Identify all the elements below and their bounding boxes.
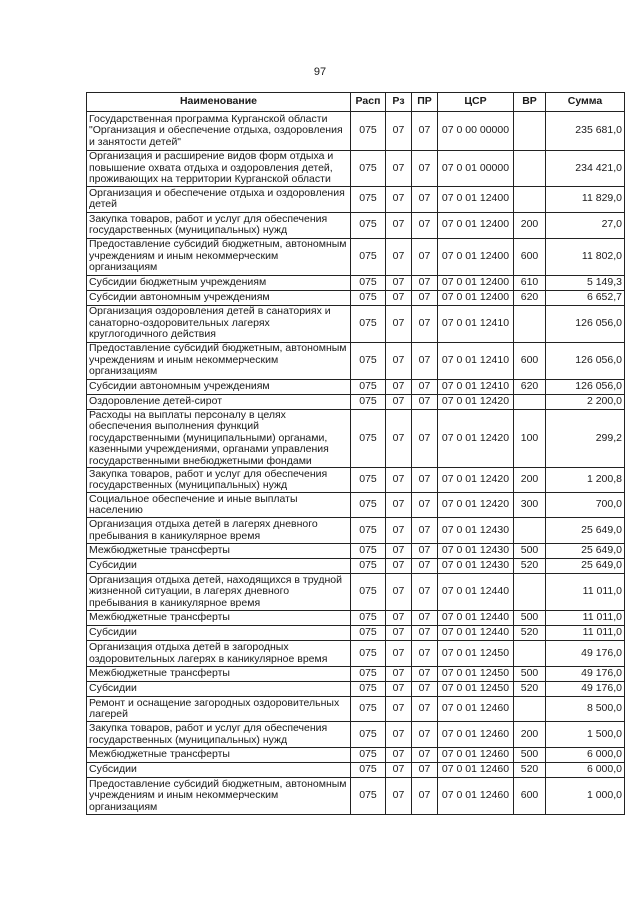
page-number: 97 [313,66,327,78]
row-pr: 07 [412,574,438,611]
row-pr: 07 [412,626,438,641]
row-pr: 07 [412,697,438,722]
row-rasp: 075 [351,212,386,238]
table-row [87,275,625,290]
row-vr: 520 [514,559,546,574]
row-vr: 300 [514,493,546,518]
row-sum: 1 500,0 [546,722,625,748]
row-name: Организация и обеспечение отдыха и оздоровления детей [87,186,351,212]
table-row [87,667,625,682]
row-sum: 11 011,0 [546,626,625,641]
row-rz: 07 [386,763,412,778]
row-rz: 07 [386,394,412,409]
row-sum: 5 149,3 [546,275,625,290]
row-rz: 07 [386,559,412,574]
row-vr [514,112,546,151]
row-pr: 07 [412,748,438,763]
row-name: Закупка товаров, работ и услуг для обеспечения государственных (муниципальных) нужд [87,212,351,238]
row-pr: 07 [412,379,438,394]
row-rasp: 075 [351,151,386,187]
row-vr: 500 [514,667,546,682]
row-rz: 07 [386,748,412,763]
row-rz: 07 [386,212,412,238]
row-sum: 126 056,0 [546,342,625,379]
row-name: Организация и расширение видов форм отдыха и повышение охвата отдыха и оздоровления детей, проживающих на территории Курганской области [87,151,351,187]
row-rz: 07 [386,238,412,275]
row-csr: 07 0 01 12420 [438,468,514,493]
row-vr [514,574,546,611]
row-vr [514,518,546,544]
row-rz: 07 [386,722,412,748]
row-csr: 07 0 01 12430 [438,518,514,544]
row-rz: 07 [386,186,412,212]
table-row [87,626,625,641]
row-vr [514,641,546,667]
row-pr: 07 [412,682,438,697]
row-pr: 07 [412,238,438,275]
row-rasp: 075 [351,409,386,468]
row-sum: 235 681,0 [546,112,625,151]
row-csr: 07 0 01 12450 [438,682,514,697]
row-pr: 07 [412,611,438,626]
row-rasp: 075 [351,544,386,559]
row-sum: 2 200,0 [546,394,625,409]
row-pr: 07 [412,342,438,379]
row-csr: 07 0 01 12450 [438,641,514,667]
row-rz: 07 [386,468,412,493]
row-name: Организация оздоровления детей в санаториях и санаторно-оздоровительных лагерях круглогодичного действия [87,305,351,342]
row-vr [514,186,546,212]
row-csr: 07 0 01 12430 [438,559,514,574]
row-sum: 6 000,0 [546,748,625,763]
row-pr: 07 [412,493,438,518]
row-sum: 234 421,0 [546,151,625,187]
row-rasp: 075 [351,748,386,763]
row-rz: 07 [386,778,412,815]
header-name: Наименование [87,93,351,112]
table-row [87,611,625,626]
row-pr: 07 [412,112,438,151]
row-rasp: 075 [351,778,386,815]
row-name: Государственная программа Курганской области "Организация и обеспечение отдыха, оздоровления и занятости детей" [87,112,351,151]
row-rz: 07 [386,409,412,468]
row-vr: 600 [514,778,546,815]
row-rasp: 075 [351,574,386,611]
row-pr: 07 [412,778,438,815]
row-name: Социальное обеспечение и иные выплаты населению [87,493,351,518]
row-name: Ремонт и оснащение загородных оздоровительных лагерей [87,697,351,722]
row-rasp: 075 [351,290,386,305]
row-rasp: 075 [351,305,386,342]
row-name: Межбюджетные трансферты [87,611,351,626]
row-rz: 07 [386,697,412,722]
row-rasp: 075 [351,493,386,518]
row-vr: 600 [514,238,546,275]
row-rz: 07 [386,682,412,697]
row-vr [514,394,546,409]
row-sum: 126 056,0 [546,379,625,394]
row-rasp: 075 [351,275,386,290]
table-row [87,682,625,697]
row-pr: 07 [412,641,438,667]
row-csr: 07 0 01 12440 [438,611,514,626]
table-row [87,544,625,559]
table-row [87,305,625,342]
row-sum: 11 829,0 [546,186,625,212]
row-sum: 49 176,0 [546,667,625,682]
row-sum: 11 011,0 [546,611,625,626]
row-rasp: 075 [351,186,386,212]
row-vr: 200 [514,212,546,238]
row-pr: 07 [412,667,438,682]
row-name: Закупка товаров, работ и услуг для обеспечения государственных (муниципальных) нужд [87,722,351,748]
row-sum: 49 176,0 [546,641,625,667]
table-row [87,290,625,305]
row-rasp: 075 [351,112,386,151]
row-name: Субсидии автономным учреждениям [87,379,351,394]
row-csr: 07 0 01 12420 [438,394,514,409]
table-row [87,518,625,544]
row-csr: 07 0 01 12440 [438,626,514,641]
row-name: Организация отдыха детей, находящихся в трудной жизненной ситуации, в лагерях дневного пребывания в каникулярное время [87,574,351,611]
row-vr: 520 [514,682,546,697]
row-name: Субсидии [87,682,351,697]
row-csr: 07 0 01 12440 [438,574,514,611]
row-name: Расходы на выплаты персоналу в целях обеспечения выполнения функций государственными (муниципальными) органами, казенными учреждениями, органами управления государственными внебюджетными фондами [87,409,351,468]
row-vr [514,697,546,722]
header-rasp: Расп [351,93,386,112]
row-sum: 6 652,7 [546,290,625,305]
row-sum: 11 802,0 [546,238,625,275]
row-sum: 25 649,0 [546,559,625,574]
row-pr: 07 [412,305,438,342]
row-rz: 07 [386,518,412,544]
header-rz: Рз [386,93,412,112]
row-name: Оздоровление детей-сирот [87,394,351,409]
table-row [87,379,625,394]
row-rz: 07 [386,574,412,611]
row-name: Субсидии автономным учреждениям [87,290,351,305]
table-row [87,186,625,212]
row-rasp: 075 [351,394,386,409]
table-row [87,342,625,379]
row-vr: 200 [514,722,546,748]
table-row [87,409,625,468]
table-row [87,763,625,778]
row-csr: 07 0 01 12400 [438,290,514,305]
row-csr: 07 0 01 12450 [438,667,514,682]
table-row [87,238,625,275]
row-rasp: 075 [351,559,386,574]
row-pr: 07 [412,468,438,493]
row-name: Субсидии [87,559,351,574]
row-rasp: 075 [351,342,386,379]
row-csr: 07 0 01 12430 [438,544,514,559]
table-row [87,493,625,518]
row-pr: 07 [412,151,438,187]
row-name: Предоставление субсидий бюджетным, автономным учреждениям и иным некоммерческим организациям [87,778,351,815]
row-vr: 500 [514,611,546,626]
row-pr: 07 [412,518,438,544]
row-pr: 07 [412,290,438,305]
row-name: Субсидии [87,763,351,778]
row-vr [514,305,546,342]
row-csr: 07 0 01 12460 [438,763,514,778]
table-row [87,151,625,187]
header-vr: ВР [514,93,546,112]
row-rz: 07 [386,626,412,641]
header-pr: ПР [412,93,438,112]
row-rz: 07 [386,305,412,342]
row-csr: 07 0 01 12400 [438,186,514,212]
table-row [87,697,625,722]
row-sum: 49 176,0 [546,682,625,697]
row-rasp: 075 [351,641,386,667]
row-pr: 07 [412,559,438,574]
table-row [87,778,625,815]
row-name: Закупка товаров, работ и услуг для обеспечения государственных (муниципальных) нужд [87,468,351,493]
table-row [87,468,625,493]
row-rasp: 075 [351,611,386,626]
row-vr: 520 [514,626,546,641]
row-csr: 07 0 01 12420 [438,409,514,468]
row-pr: 07 [412,212,438,238]
row-rasp: 075 [351,518,386,544]
row-csr: 07 0 01 12410 [438,379,514,394]
row-vr: 500 [514,544,546,559]
row-rz: 07 [386,379,412,394]
row-csr: 07 0 00 00000 [438,112,514,151]
row-pr: 07 [412,544,438,559]
row-rz: 07 [386,493,412,518]
header-sum: Сумма [546,93,625,112]
table-row [87,722,625,748]
row-sum: 1 200,8 [546,468,625,493]
row-pr: 07 [412,722,438,748]
row-csr: 07 0 01 12460 [438,778,514,815]
row-rasp: 075 [351,468,386,493]
row-name: Организация отдыха детей в лагерях дневного пребывания в каникулярное время [87,518,351,544]
row-rasp: 075 [351,697,386,722]
table-row [87,641,625,667]
row-name: Субсидии бюджетным учреждениям [87,275,351,290]
table-row [87,748,625,763]
row-rasp: 075 [351,626,386,641]
row-csr: 07 0 01 12400 [438,275,514,290]
row-pr: 07 [412,186,438,212]
row-rz: 07 [386,290,412,305]
row-name: Межбюджетные трансферты [87,544,351,559]
row-rz: 07 [386,641,412,667]
table-header-row [87,93,625,112]
table-row [87,559,625,574]
row-sum: 25 649,0 [546,544,625,559]
row-name: Предоставление субсидий бюджетным, автономным учреждениям и иным некоммерческим организациям [87,238,351,275]
row-vr: 100 [514,409,546,468]
row-rz: 07 [386,611,412,626]
row-csr: 07 0 01 12410 [438,342,514,379]
row-pr: 07 [412,394,438,409]
row-pr: 07 [412,763,438,778]
row-rz: 07 [386,151,412,187]
row-name: Предоставление субсидий бюджетным, автономным учреждениям и иным некоммерческим организациям [87,342,351,379]
row-sum: 299,2 [546,409,625,468]
row-rz: 07 [386,544,412,559]
row-rasp: 075 [351,238,386,275]
row-csr: 07 0 01 12460 [438,722,514,748]
row-sum: 700,0 [546,493,625,518]
row-csr: 07 0 01 00000 [438,151,514,187]
row-csr: 07 0 01 12410 [438,305,514,342]
table-row [87,574,625,611]
row-pr: 07 [412,275,438,290]
row-sum: 6 000,0 [546,763,625,778]
row-sum: 11 011,0 [546,574,625,611]
row-vr: 610 [514,275,546,290]
row-csr: 07 0 01 12400 [438,238,514,275]
row-csr: 07 0 01 12460 [438,697,514,722]
row-csr: 07 0 01 12460 [438,748,514,763]
row-pr: 07 [412,409,438,468]
table-row [87,112,625,151]
table-body [87,112,625,815]
row-sum: 25 649,0 [546,518,625,544]
row-rasp: 075 [351,722,386,748]
row-vr [514,151,546,187]
row-vr: 500 [514,748,546,763]
row-vr: 620 [514,290,546,305]
row-rasp: 075 [351,667,386,682]
row-rasp: 075 [351,379,386,394]
row-vr: 200 [514,468,546,493]
row-csr: 07 0 01 12420 [438,493,514,518]
row-name: Межбюджетные трансферты [87,667,351,682]
row-rasp: 075 [351,763,386,778]
row-vr: 620 [514,379,546,394]
header-csr: ЦСР [438,93,514,112]
row-name: Субсидии [87,626,351,641]
budget-table [86,92,625,815]
table-row [87,212,625,238]
row-rz: 07 [386,342,412,379]
row-vr: 520 [514,763,546,778]
row-name: Межбюджетные трансферты [87,748,351,763]
row-rasp: 075 [351,682,386,697]
table-row [87,394,625,409]
row-rz: 07 [386,112,412,151]
row-name: Организация отдыха детей в загородных оздоровительных лагерях в каникулярное время [87,641,351,667]
row-rz: 07 [386,275,412,290]
row-sum: 126 056,0 [546,305,625,342]
row-csr: 07 0 01 12400 [438,212,514,238]
row-sum: 8 500,0 [546,697,625,722]
row-vr: 600 [514,342,546,379]
row-sum: 27,0 [546,212,625,238]
row-sum: 1 000,0 [546,778,625,815]
row-rz: 07 [386,667,412,682]
